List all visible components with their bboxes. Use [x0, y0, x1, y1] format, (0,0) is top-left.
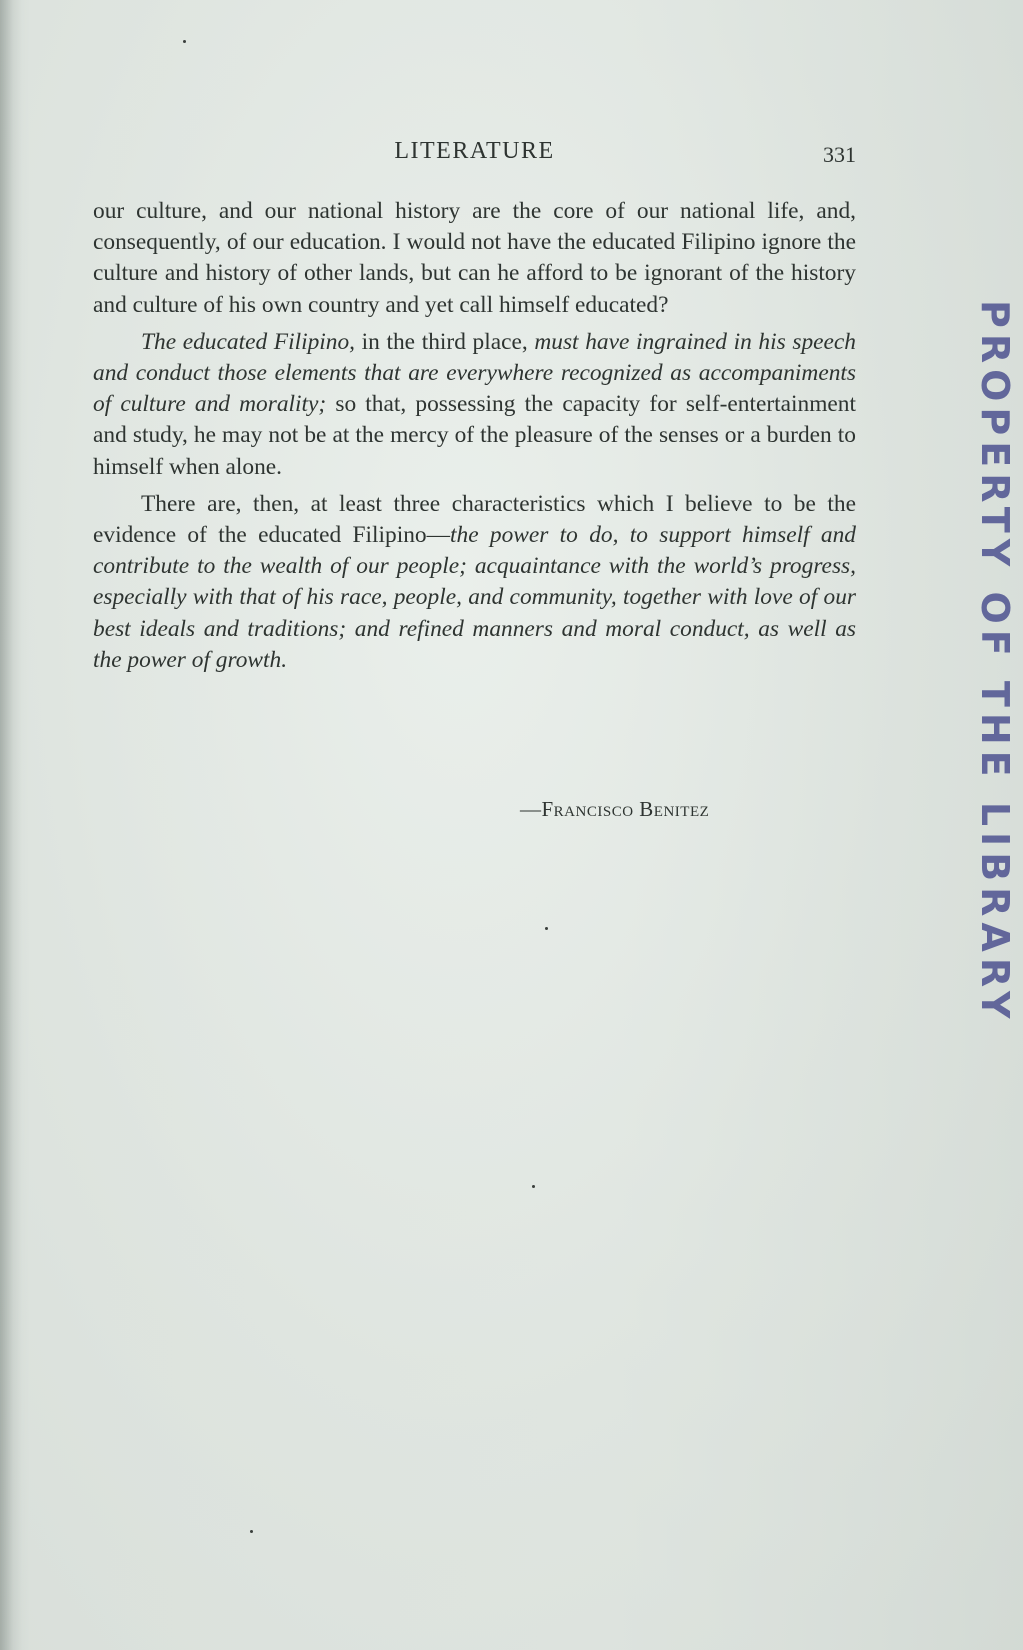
- paragraph-2-roman-2: so that, possessing the capacity for self-entertainment and study, he may not be at the mercy of the pleasure of the senses or a burden to himself when alone.: [93, 391, 856, 480]
- paragraph-2-roman-1: in the third place,: [355, 328, 535, 355]
- running-head: [93, 138, 856, 172]
- page-number: 331: [823, 142, 856, 167]
- author-signature: [520, 797, 860, 822]
- paragraph-2-italic-subject: The educated Filipino,: [141, 328, 356, 355]
- signature-last-name: Benitez: [639, 797, 710, 821]
- paragraph-2: [93, 327, 856, 483]
- paragraph-3-italic: the power to do, to support himself and contribute to the wealth of our people; acquaintance with the world’s progress, especially with that of his race, people, and community, together with love of our best ideals and traditions; and refined manners and moral conduct, as well as the power of growth.: [93, 522, 856, 673]
- paper-speck: [532, 1185, 535, 1188]
- paper-speck: [545, 927, 548, 930]
- library-stamp: [972, 300, 1018, 1030]
- signature-first-name: Francisco: [541, 797, 634, 821]
- library-stamp-text: PROPERTY OF THE LIBRARY: [973, 300, 1017, 1025]
- paper-speck: [250, 1530, 253, 1533]
- paper-speck: [183, 40, 186, 43]
- paragraph-1: our culture, and our national history are the core of our national life, and, consequently, of our education. I would not have the educated Filipino ignore the culture and history of other lands, but can he afford to be ignorant of the history and culture of his own country and yet call himself educated?: [93, 198, 856, 318]
- paragraph-2-italic-clause: must have ingrained in his speech and conduct those elements that are everywhere recognized as accompaniments of culture and morality;: [93, 328, 856, 418]
- paragraph-3: [93, 489, 856, 676]
- gutter-shadow: [0, 0, 22, 1650]
- paragraph-3-roman: There are, then, at least three characteristics which I believe to be the evidence of the educated Filipino—: [93, 490, 856, 549]
- signature-dash: —: [520, 797, 542, 821]
- body-text: [93, 196, 856, 682]
- running-title: LITERATURE: [394, 138, 555, 164]
